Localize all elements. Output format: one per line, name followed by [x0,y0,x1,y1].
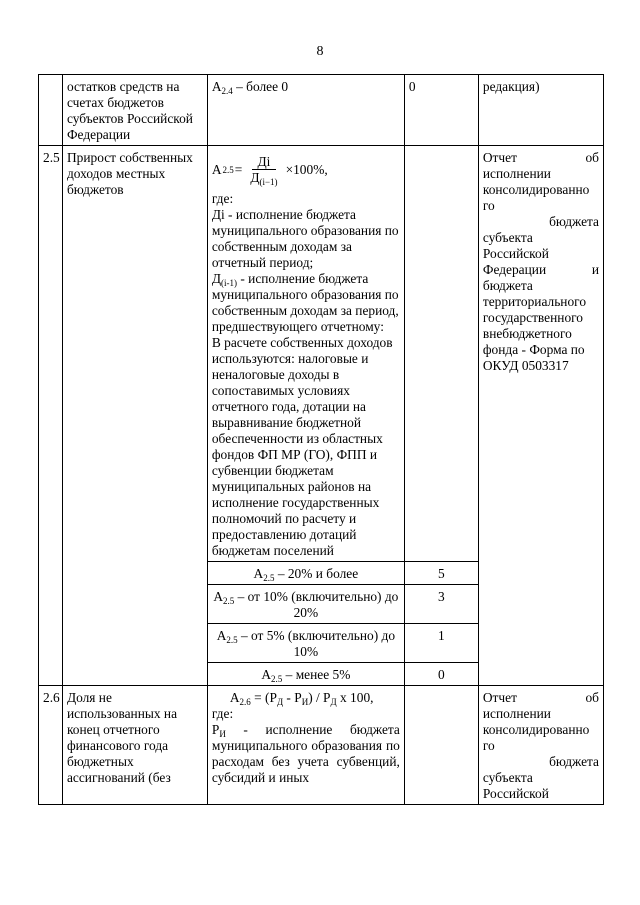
criteria-cell [207,663,404,686]
criteria-prefix: А [253,566,264,581]
criteria-cell [207,562,404,585]
source-word: Отчет [482,150,517,165]
indicator-source: редакция) [482,79,540,94]
formula-prefix: А [211,79,222,94]
indicator-value: 0 [408,79,416,94]
indicator-name: Доля не использованных на конец отчетного финансового года бюджетных ассигнований (без [66,690,178,785]
source-line-1 [483,690,599,706]
formula-sub: Д [330,697,337,707]
source-line-2: исполнении консолидированно го [482,706,590,753]
source-line-1 [483,150,599,166]
cell-source [478,686,603,805]
fraction-numerator: Дi [252,154,277,170]
criteria-cell [207,585,404,624]
source-line-4: субъекта Российской [482,230,549,261]
cell-value [404,75,478,146]
formula-description-3: В расчете собственных доходов используются: налоговые и неналоговые доходы в сопоставимых условиях отчетного года, дотации на выравнивание бюджетной обеспеченности из областных фондов ФП МР (ГО), ФПП и субвенции бюджетам муниципальных районов на исполнение государственных полномочий по расчету и предоставлению дотаций бюджетам поселений [211,335,393,558]
table-row-2-5 [39,146,604,562]
formula-description-1: Дi - исполнение бюджета муниципального образования по собственным доходам за отчетный период; [211,207,399,270]
criteria-sub: 2.5 [263,573,275,583]
cell-formula [207,146,404,562]
formula-fraction [244,154,283,185]
formula-times: ×100%, [285,161,328,177]
criteria-text: – от 10% (включительно) до 20% [234,589,399,620]
cell-num [39,686,63,805]
source-line-3: бюджета [549,754,599,769]
where-label: где: [211,191,234,206]
cell-formula [207,75,404,146]
indicators-table [38,74,604,805]
formula-part: = (Р [250,690,277,705]
source-word: Отчет [482,690,517,705]
denominator-text: Д [250,170,260,185]
desc2-text: - исполнение бюджета муниципального образования по собственным доходам за период, предшествующего отчетному: [211,271,399,334]
criteria-text: – от 5% (включительно) до 10% [237,628,396,659]
criteria-value: 1 [404,624,478,663]
source-line-6: бюджета территориального государственного внебюджетного фонда - Форма по ОКУД 0503317 [482,278,587,373]
formula-part: ) / Р [308,690,331,705]
criteria-text: – 20% и более [274,566,359,581]
criteria-value: 0 [404,663,478,686]
desc-text: - исполнение бюджета муниципального образования по расходам без учета субвенций, субсидий и иных [211,722,400,785]
formula-part: А [229,690,240,705]
where-label: где: [211,706,234,721]
cell-source [478,75,603,146]
formula-2-5: А 2.5 = $\frac{Дi}{Д_{(i-1)}}$ ×100%, [211,154,328,187]
cell-name [62,75,207,146]
table-row-continued [39,75,604,146]
criteria-prefix: А [213,589,223,604]
cell-num [39,146,63,686]
formula-suffix: – более 0 [232,79,289,94]
formula-eq: = [234,161,243,177]
source-line-4: субъекта Российской [482,770,549,801]
row-number: 2.5 [43,150,60,165]
indicator-name: остатков средств на счетах бюджетов субъектов Российской Федерации [66,79,193,142]
source-word: об [585,150,599,165]
table-row-2-6 [39,686,604,805]
cell-source [478,146,603,686]
cell-formula [207,686,404,805]
desc2-prefix: Д [211,271,221,286]
criteria-sub: 2.5 [226,635,238,645]
formula-2-6 [212,690,400,706]
source-word: Федерации [482,262,547,277]
formula-sub: Д [276,697,284,707]
page-number: 8 [316,44,324,59]
criteria-prefix: А [261,667,272,682]
cell-value [404,686,478,805]
source-word: об [585,690,599,705]
fraction-denominator [244,170,283,185]
criteria-sub: 2.5 [223,596,235,606]
cell-name [62,686,207,805]
criteria-value: 5 [404,562,478,585]
row-number: 2.6 [43,690,60,705]
desc2-sub: (i-1) [221,278,237,288]
formula-description [212,722,400,786]
cell-value [404,146,478,562]
criteria-prefix: А [216,628,227,643]
formula-sub: 2.4 [221,86,233,96]
desc-prefix: Р [211,722,220,737]
desc-sub: И [219,729,226,739]
criteria-value: 3 [404,585,478,624]
indicator-name: Прирост собственных доходов местных бюджетов [66,150,193,197]
criteria-text: – менее 5% [282,667,351,682]
formula-description-2 [212,271,400,335]
formula-part: - Р [283,690,302,705]
formula-sub: И [301,697,309,707]
denominator-sub: (i−1) [259,177,278,187]
formula-part: x 100, [336,690,374,705]
source-line-2: исполнении консолидированно го [482,166,590,213]
source-word: и [591,262,599,277]
cell-name [62,146,207,686]
formula-lhs: А [211,161,222,177]
formula-sub: 2.6 [239,697,251,707]
criteria-sub: 2.5 [271,674,283,684]
source-line-5 [483,262,599,278]
cell-num [39,75,63,146]
source-line-3: бюджета [549,214,599,229]
criteria-cell [207,624,404,663]
